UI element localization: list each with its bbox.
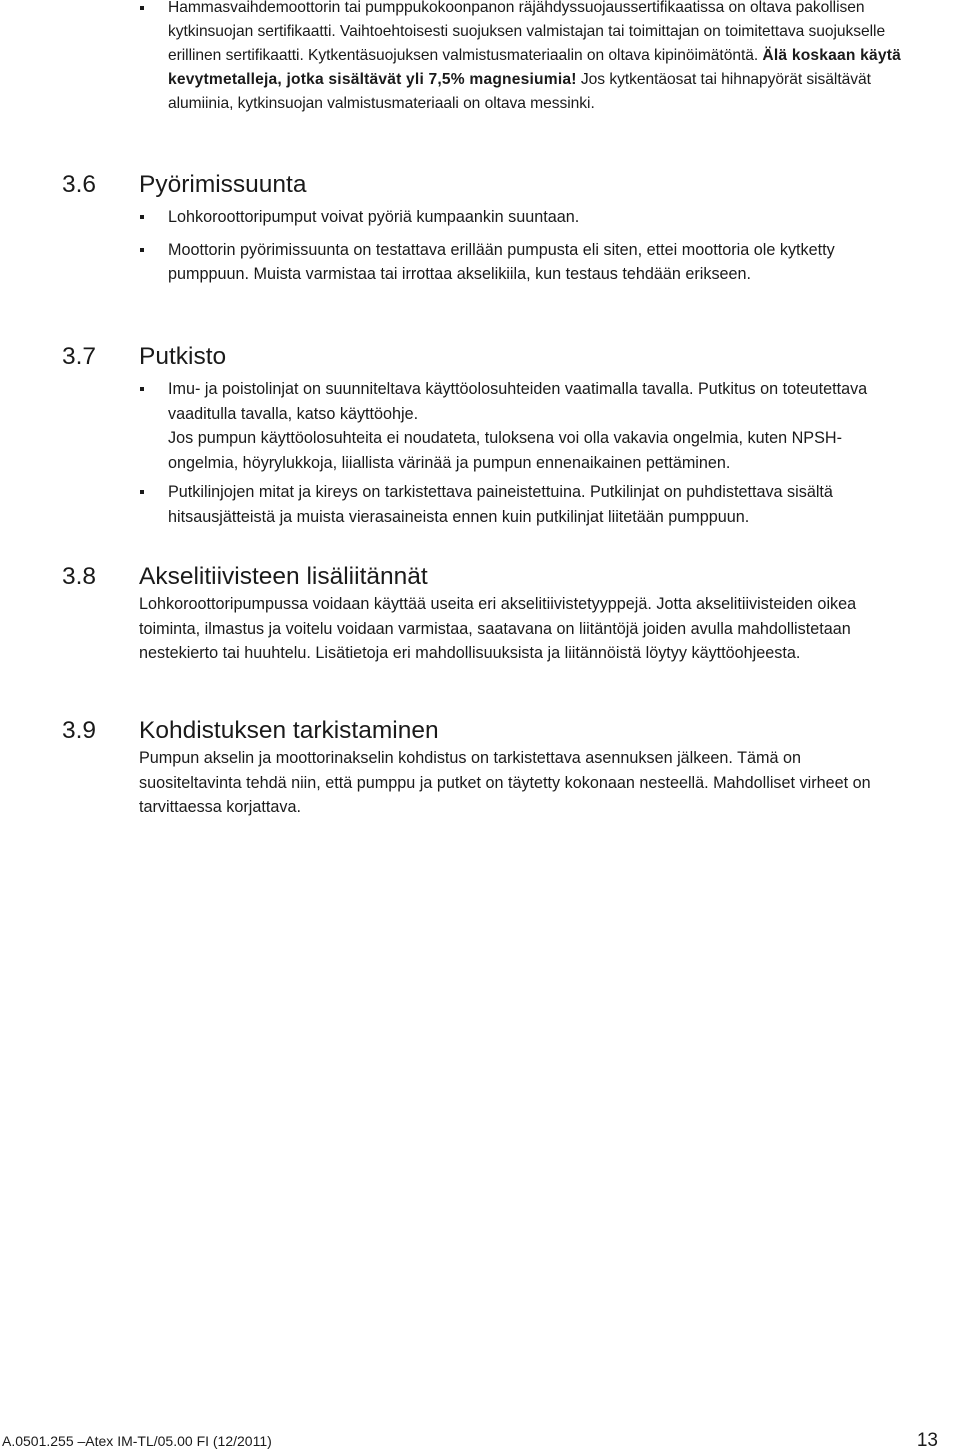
bullet-item [0, 377, 908, 475]
section-number: 3.9 [62, 717, 97, 744]
section-3-6-bullets [0, 205, 908, 287]
section-3-9-body: Pumpun akselin ja moottorinakselin kohdistus on tarkistettava asennuksen jälkeen. Tämä on suositeltavinta tehdä niin, että pumppu ja putket on täytetty kokonaan nesteellä. Mahdolliset virheet on tarvittaessa korjattava. [139, 749, 871, 817]
warning-text: Älä koskaan käytä kevytmetalleja, jotka sisältävät yli 7,5% magnesiumia! [168, 47, 902, 89]
section-number: 3.6 [62, 171, 97, 198]
footer-doc-ref: A.0501.255 –Atex IM-TL/05.00 FI (12/2011) [2, 1433, 272, 1449]
section-heading-3-9 [62, 716, 439, 746]
bullet-item: Putkilinjojen mitat ja kireys on tarkistettava paineistettuina. Putkilinjat on puhdistettava sisältä hitsausjätteistä ja muista vierasaineista ennen kuin putkilinjat liitetään pumppuun. [0, 480, 908, 529]
section-title: Kohdistuksen tarkistaminen [139, 717, 439, 744]
bullet-text: Jos kytkentäosat tai hihnapyörät sisältävät alumiinia, kytkinsuojan valmistusmateriaali on oltava messinki. [168, 71, 871, 113]
page-number: 13 [916, 1430, 938, 1451]
section-number: 3.7 [62, 343, 97, 370]
section-3-7-bullets [0, 377, 908, 530]
section-title: Putkisto [139, 343, 227, 370]
bullet-item: Lohkoroottoripumput voivat pyöriä kumpaankin suuntaan. [0, 205, 908, 230]
bullet-item: Moottorin pyörimissuunta on testattava erillään pumpusta eli siten, ettei moottoria ole kytketty pumppuun. Muista varmistaa tai irrottaa akselikiila, kun testaus tehdään erikseen. [0, 238, 908, 287]
section-heading-3-8 [62, 562, 428, 592]
section-title: Pyörimissuunta [139, 171, 307, 198]
intro-bullet-list [0, 0, 908, 116]
section-number: 3.8 [62, 563, 97, 590]
section-heading-3-7 [62, 342, 226, 372]
section-title: Akselitiivisteen lisäliitännät [139, 563, 428, 590]
section-3-8-body: Lohkoroottoripumpussa voidaan käyttää useita eri akselitiivistetyyppejä. Jotta akselitiivisteiden oikea toiminta, ilmastus ja voitelu voidaan varmistaa, saatavana on liitäntöjä joiden avulla mahdollistetaan nestekierto tai huuhtelu. Lisätietoja eri mahdollisuuksista ja liitännöistä löytyy käyttöohjeesta. [139, 595, 857, 663]
bullet-text: Hammasvaihdemoottorin tai pumppukokoonpanon räjähdyssuojaussertifikaatissa on oltava pakollisen kytkinsuojan sertifikaatti. Vaihtoehtoisesti suojuksen valmistajan tai toimittajan on toimitettava suojukselle erillinen sertifikaatti. Kytkentäsuojuksen valmistusmateriaalin on oltava kipinöimätöntä. [168, 0, 886, 65]
bullet-text: Jos pumpun käyttöolosuhteita ei noudateta, tuloksena voi olla vakavia ongelmia, kuten NPSH-ongelmia, höyrylukkoja, liiallista värinää ja pumpun ennenaikainen pettäminen. [168, 429, 842, 472]
section-heading-3-6 [62, 170, 306, 200]
bullet-text: Imu- ja poistolinjat on suunniteltava käyttöolosuhteiden vaatimalla tavalla. Putkitus on toteutettava vaaditulla tavalla, katso käyttöohje. [168, 380, 868, 423]
bullet-item [0, 0, 908, 116]
